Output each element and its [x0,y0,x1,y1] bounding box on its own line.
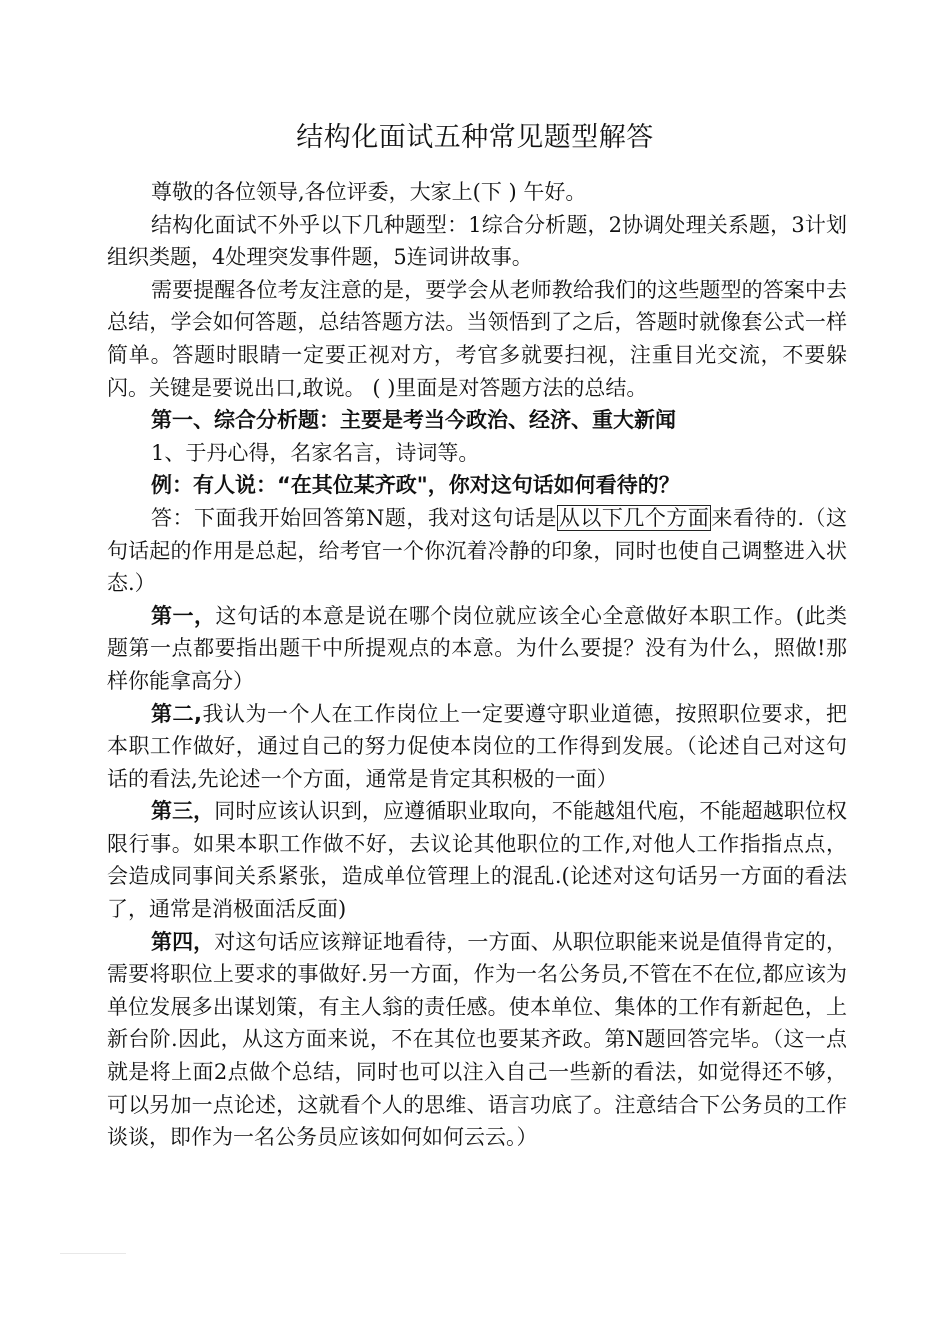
point-second-paragraph [107,698,847,796]
point-third-paragraph [107,795,847,925]
boxed-phrase: 从以下几个方面 [558,505,710,530]
point-third-text: 同时应该认识到，应遵循职业取向，不能越俎代庖，不能超越职位权限行事。如果本职工作做不好，去议论其他职位的工作,对他人工作指指点点，会造成同事间关系紧张，造成单位管理上的混乱.(论述对这句话另一方面的看法了，通常是消极面活反面) [107,799,847,922]
point-fourth-paragraph [107,926,847,1154]
answer-rest: 来看待的.（这句话起的作用是总起，给考官一个你沉着冷静的印象，同时也使自己调整进入状态.） [107,505,848,596]
document-body [107,176,847,1154]
example-question: 例：有人说：“在其位某齐政"，你对这句话如何看待的？ [151,473,680,498]
point-fourth-text: 对这句话应该辩证地看待，一方面、从职位职能来说是值得肯定的，需要将职位上要求的事做好.另一方面，作为一名公务员,不管在不在位,都应该为单位发展多出谋划策，有主人翁的责任感。使本单位、集体的工作有新起色，上新台阶.因此，从这方面来说，不在其位也要某齐政。第N题回答完毕。（这一点就是将上面2点做个总结，同时也可以注入自己一些新的看法，如觉得还不够，可以另加一点论述，这就看个人的思维、语言功底了。注意结合下公务员的工作谈谈，即作为一名公务员应该如何如何云云。） [107,929,847,1150]
point-third-lead: 第三， [151,799,215,824]
point-second-text: 我认为一个人在工作岗位上一定要遵守职业道德，按照职位要求，把本职工作做好，通过自己的努力促使本岗位的工作得到发展。（论述自己对这句话的看法,先论述一个方面，通常是肯定其积极的一面） [107,701,847,791]
point-fourth-lead: 第四， [151,929,215,954]
document-title: 结构化面试五种常见题型解答 [296,122,654,153]
point-first-paragraph [107,600,847,698]
footer-divider [60,1253,126,1254]
greeting-paragraph: 尊敬的各位领导,各位评委，大家上(下 ) 午好。 [151,180,587,204]
reminder-paragraph: 需要提醒各位考友注意的是，要学会从老师教给我们的这些题型的答案中去总结，学会如何答题，总结答题方法。当领悟到了之后，答题时就像套公式一样简单。答题时眼睛一定要正视对方，考官多就要扫视，注重目光交流，不要躲闪。关键是要说出口,敢说。 ( )里面是对答题方法的总结。 [107,277,847,400]
section-heading: 第一、综合分析题：主要是考当今政治、经济、重大新闻 [151,408,676,433]
question-types-paragraph: 结构化面试不外乎以下几种题型：1综合分析题，2协调处理关系题，3计划组织类题，4处理突发事件题，5连词讲故事。 [107,212,847,270]
point-second-lead: 第二, [151,701,202,726]
answer-paragraph [107,502,847,600]
point-first-text: 这句话的本意是说在哪个岗位就应该全心全意做好本职工作。(此类题第一点都要指出题干中所提观点的本意。为什么要提？没有为什么，照做!那样你能拿高分） [107,603,847,693]
list-item: 1、于丹心得，名家名言，诗词等。 [151,440,480,465]
point-first-lead: 第一， [151,603,216,628]
answer-intro: 答：下面我开始回答第N题，我对这句话是 [151,505,557,530]
